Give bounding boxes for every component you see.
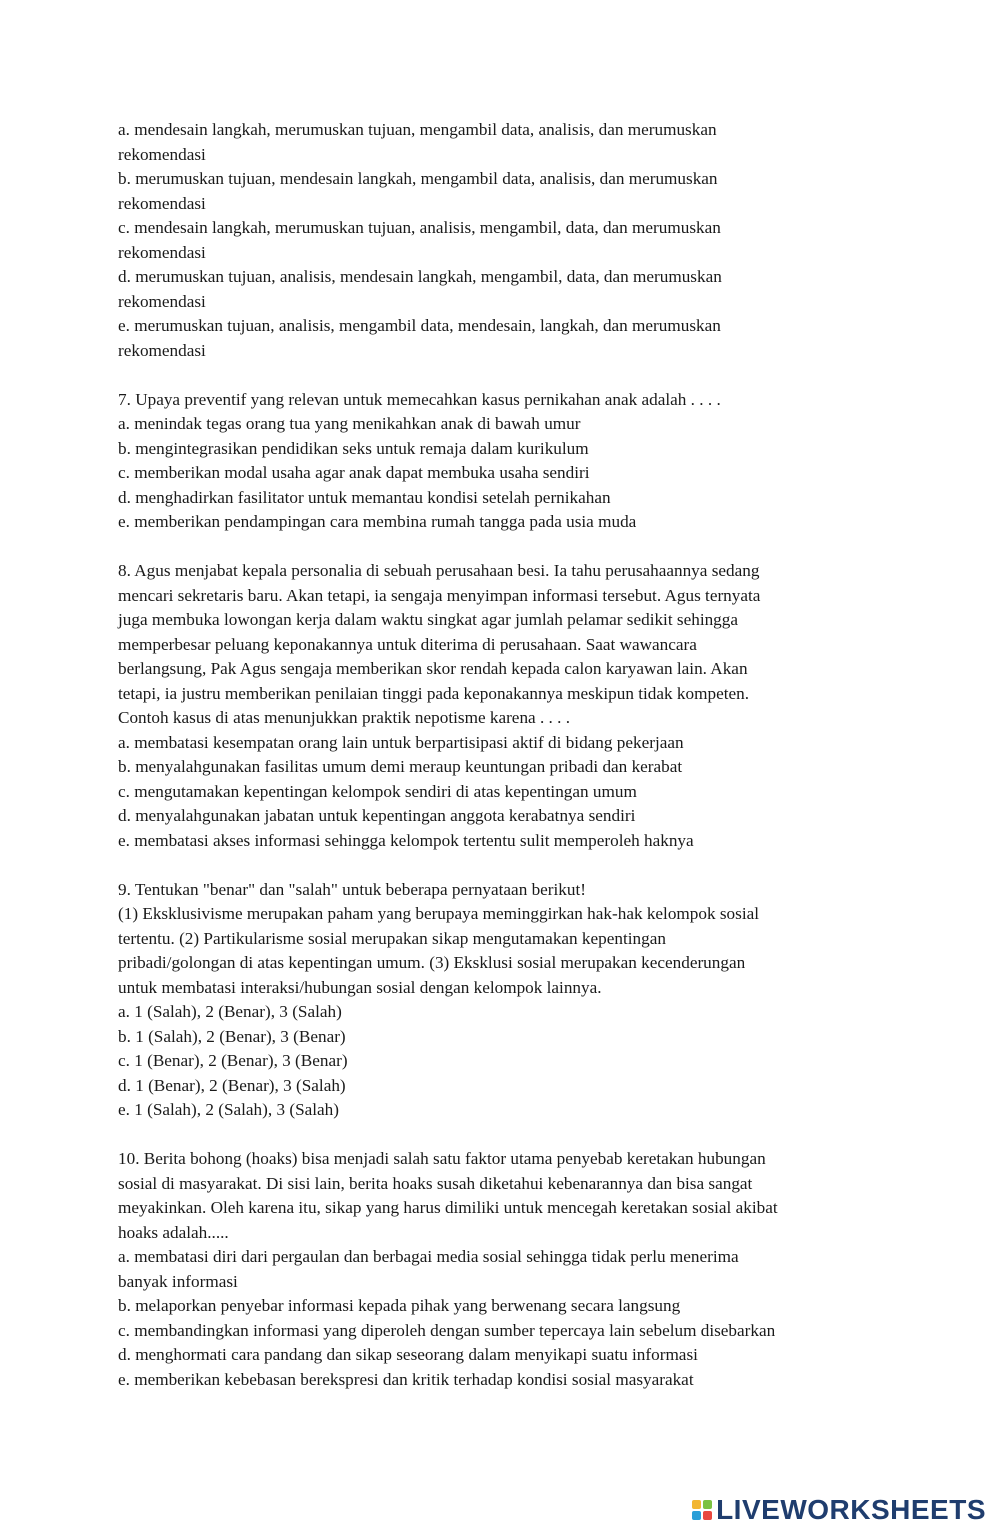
q6-option-b[interactable]: b. merumuskan tujuan, mendesain langkah, mengambil data, analisis, dan merumuskan [118, 169, 718, 188]
q6-option-a[interactable]: a. mendesain langkah, merumuskan tujuan, mengambil data, analisis, dan merumuskan [118, 120, 717, 139]
q10-option-a[interactable]: a. membatasi diri dari pergaulan dan berbagai media sosial sehingga tidak perlu menerima [118, 1247, 739, 1266]
liveworksheets-wordmark: LIVEWORKSHEETS [716, 1494, 986, 1525]
q7-option-d[interactable]: d. menghadirkan fasilitator untuk memantau kondisi setelah pernikahan [118, 487, 611, 507]
q8-option-a[interactable]: a. membatasi kesempatan orang lain untuk berpartisipasi aktif di bidang pekerjaan [118, 732, 684, 752]
q7-question: 7. Upaya preventif yang relevan untuk memecahkan kasus pernikahan anak adalah . . . . [118, 389, 721, 409]
q7-option-e[interactable]: e. memberikan pendampingan cara membina rumah tangga pada usia muda [118, 512, 637, 531]
question-8 [118, 559, 883, 853]
q10-option-d[interactable]: d. menghormati cara pandang dan sikap seseorang dalam menyikapi suatu informasi [118, 1345, 698, 1364]
q8-option-d[interactable]: d. menyalahgunakan jabatan untuk kepentingan anggota kerabatnya sendiri [118, 806, 636, 825]
q10-option-a-cont: banyak informasi [118, 1271, 238, 1291]
spacer [118, 1123, 883, 1148]
q8-question-line: juga membuka lowongan kerja dalam waktu singkat agar jumlah pelamar sedikit sehingga [118, 610, 739, 629]
q8-option-e[interactable]: e. membatasi akses informasi sehingga kelompok tertentu sulit memperoleh haknya [118, 830, 694, 850]
logo-square-icon [692, 1500, 701, 1509]
q8-question-line: 8. Agus menjabat kepala personalia di sebuah perusahaan besi. Ia tahu perusahaannya sedang [118, 561, 760, 580]
logo-square-icon [703, 1511, 712, 1520]
logo-square-icon [703, 1500, 712, 1509]
q9-question-line: untuk membatasi interaksi/hubungan sosial dengan kelompok lainnya. [118, 977, 602, 997]
q9-question-line: tertentu. (2) Partikularisme sosial merupakan sikap mengutamakan kepentingan [118, 928, 666, 948]
q8-question-line: mencari sekretaris baru. Akan tetapi, ia sengaja menyimpan informasi tersebut. Agus ternyata [118, 585, 761, 605]
q9-option-e[interactable]: e. 1 (Salah), 2 (Salah), 3 (Salah) [118, 1100, 339, 1119]
q9-option-d[interactable]: d. 1 (Benar), 2 (Benar), 3 (Salah) [118, 1075, 346, 1095]
q6-option-b-cont: rekomendasi [118, 193, 206, 213]
q10-option-e[interactable]: e. memberikan kebebasan berekspresi dan kritik terhadap kondisi sosial masyarakat [118, 1369, 694, 1389]
question-9 [118, 878, 883, 1123]
q6-option-c-cont: rekomendasi [118, 242, 206, 262]
q10-option-c[interactable]: c. membandingkan informasi yang diperoleh dengan sumber tepercaya lain sebelum disebarkan [118, 1320, 776, 1340]
q10-question-line: 10. Berita bohong (hoaks) bisa menjadi salah satu faktor utama penyebab keretakan hubungan [118, 1149, 766, 1168]
logo-square-icon [692, 1511, 701, 1520]
liveworksheets-logo-icon [692, 1500, 712, 1520]
q9-question-line: pribadi/golongan di atas kepentingan umum. (3) Eksklusi sosial merupakan kecenderungan [118, 953, 746, 972]
spacer [118, 853, 883, 878]
liveworksheets-logo[interactable] [692, 1494, 986, 1526]
q7-option-c[interactable]: c. memberikan modal usaha agar anak dapat membuka usaha sendiri [118, 463, 590, 482]
q9-question-line: 9. Tentukan "benar" dan "salah" untuk beberapa pernyataan berikut! [118, 879, 586, 899]
q10-option-b[interactable]: b. melaporkan penyebar informasi kepada pihak yang berwenang secara langsung [118, 1296, 681, 1315]
q8-option-b[interactable]: b. menyalahgunakan fasilitas umum demi meraup keuntungan pribadi dan kerabat [118, 757, 683, 776]
question-7 [118, 388, 883, 535]
worksheet-content [118, 118, 883, 1392]
q8-question-line: tetapi, ia justru memberikan penilaian tinggi pada keponakannya meskipun tidak kompeten. [118, 683, 749, 703]
q8-option-c[interactable]: c. mengutamakan kepentingan kelompok sendiri di atas kepentingan umum [118, 781, 637, 801]
spacer [118, 535, 883, 560]
q6-option-c[interactable]: c. mendesain langkah, merumuskan tujuan, analisis, mengambil, data, dan merumuskan [118, 218, 721, 237]
q10-question-line: meyakinkan. Oleh karena itu, sikap yang harus dimiliki untuk mencegah keretakan sosial akibat [118, 1198, 778, 1217]
q9-option-a[interactable]: a. 1 (Salah), 2 (Benar), 3 (Salah) [118, 1002, 342, 1021]
q6-options [118, 118, 883, 363]
spacer [118, 363, 883, 388]
q8-question-line: memperbesar peluang keponakannya untuk diterima di perusahaan. Saat wawancara [118, 634, 697, 654]
q6-option-d[interactable]: d. merumuskan tujuan, analisis, mendesain langkah, mengambil, data, dan merumuskan [118, 267, 722, 286]
question-10 [118, 1147, 883, 1392]
q10-question-line: sosial di masyarakat. Di sisi lain, berita hoaks susah diketahui kebenarannya dan bisa sangat [118, 1173, 753, 1193]
q10-question-line: hoaks adalah..... [118, 1222, 229, 1242]
q9-option-b[interactable]: b. 1 (Salah), 2 (Benar), 3 (Benar) [118, 1026, 346, 1046]
q8-question-line: Contoh kasus di atas menunjukkan praktik nepotisme karena . . . . [118, 708, 571, 727]
q6-option-e[interactable]: e. merumuskan tujuan, analisis, mengambil data, mendesain, langkah, dan merumuskan [118, 316, 721, 335]
q6-option-a-cont: rekomendasi [118, 144, 206, 164]
q6-option-d-cont: rekomendasi [118, 291, 206, 311]
q9-question-line: (1) Eksklusivisme merupakan paham yang berupaya meminggirkan hak-hak kelompok sosial [118, 904, 760, 923]
q7-option-b[interactable]: b. mengintegrasikan pendidikan seks untuk remaja dalam kurikulum [118, 438, 589, 458]
q6-option-e-cont: rekomendasi [118, 340, 206, 360]
q9-option-c[interactable]: c. 1 (Benar), 2 (Benar), 3 (Benar) [118, 1051, 348, 1070]
q8-question-line: berlangsung, Pak Agus sengaja memberikan skor rendah kepada calon karyawan lain. Akan [118, 659, 748, 678]
q7-option-a[interactable]: a. menindak tegas orang tua yang menikahkan anak di bawah umur [118, 414, 581, 433]
